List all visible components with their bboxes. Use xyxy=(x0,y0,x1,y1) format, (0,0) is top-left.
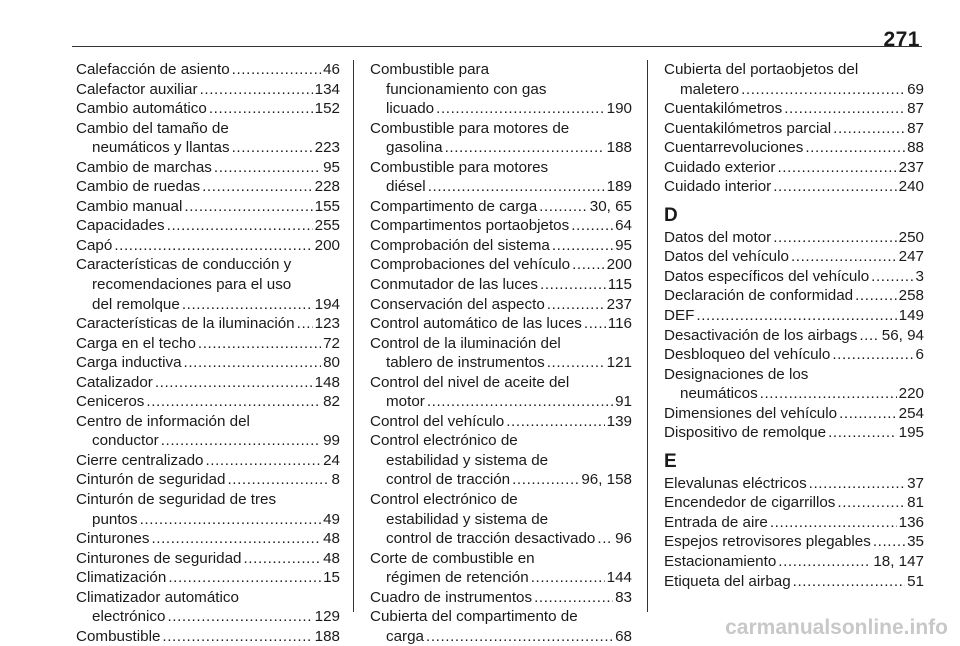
entry-text: Compartimentos portaobjetos xyxy=(370,217,570,235)
index-entry xyxy=(76,119,340,158)
index-entry xyxy=(76,392,340,412)
leader-dots xyxy=(162,627,312,646)
index-entry xyxy=(76,627,340,646)
page-reference: 6 xyxy=(915,346,924,364)
page-reference: 188 xyxy=(314,627,340,645)
page-reference: 46 xyxy=(323,61,340,78)
index-entry xyxy=(76,588,340,627)
index-column-3 xyxy=(664,60,924,591)
leader-dots xyxy=(547,295,605,315)
leader-dots xyxy=(871,267,913,287)
leader-dots xyxy=(182,295,313,315)
leader-dots xyxy=(696,306,896,326)
entry-text: Capó xyxy=(76,236,113,254)
page-reference: 223 xyxy=(314,139,340,157)
entry-text: maletero xyxy=(680,80,740,98)
index-entry xyxy=(664,474,924,494)
page-reference: 35 xyxy=(907,533,924,551)
entry-text: neumáticos xyxy=(680,385,758,403)
leader-dots xyxy=(777,158,896,178)
index-entry xyxy=(370,275,632,295)
entry-text: control de tracción xyxy=(386,471,511,489)
entry-text: Control electrónico de xyxy=(370,491,518,509)
leader-dots xyxy=(760,384,897,404)
leader-dots xyxy=(202,177,313,197)
page-reference: 195 xyxy=(898,424,924,442)
index-entry xyxy=(664,404,924,424)
entry-text: estabilidad y sistema de xyxy=(386,451,549,469)
page-reference: 254 xyxy=(898,404,924,422)
page-reference: 148 xyxy=(314,373,340,391)
entry-text: Cuidado exterior xyxy=(664,158,776,176)
index-entry xyxy=(370,119,632,158)
index-entry xyxy=(664,423,924,443)
leader-dots xyxy=(232,60,321,80)
entry-text: Control electrónico de xyxy=(370,432,518,450)
index-entry xyxy=(664,99,924,119)
entry-text: Elevalunas eléctricos xyxy=(664,474,807,492)
index-entry xyxy=(370,216,632,236)
index-entry xyxy=(76,549,340,569)
index-column-1 xyxy=(76,60,340,646)
entry-text: DEF xyxy=(664,307,695,325)
entry-text: Características de la iluminación xyxy=(76,315,295,333)
page-reference: 56, 94 xyxy=(881,326,924,344)
leader-dots xyxy=(426,627,613,646)
page-reference: 240 xyxy=(898,178,924,196)
leader-dots xyxy=(167,607,312,627)
page-reference: 116 xyxy=(607,315,632,333)
entry-text: puntos xyxy=(92,510,138,528)
entry-text: motor xyxy=(386,393,425,411)
leader-dots xyxy=(146,392,321,412)
leader-dots xyxy=(151,529,321,549)
index-entry xyxy=(664,532,924,552)
index-entry xyxy=(370,334,632,373)
entry-text: Datos específicos del vehículo xyxy=(664,267,870,285)
leader-dots xyxy=(506,412,604,432)
leader-dots xyxy=(445,138,605,158)
entry-text: Cambio de marchas xyxy=(76,158,212,176)
leader-dots xyxy=(837,493,905,513)
page-reference: 15 xyxy=(323,569,340,587)
index-entry xyxy=(76,412,340,451)
page-reference: 96 xyxy=(615,530,632,548)
entry-text: tablero de instrumentos xyxy=(386,354,545,372)
page-reference: 194 xyxy=(314,295,340,313)
entry-text: régimen de retención xyxy=(386,569,529,587)
index-entry xyxy=(664,493,924,513)
index-entry xyxy=(664,228,924,248)
index-entry xyxy=(370,314,632,334)
entry-text: Compartimento de carga xyxy=(370,197,538,215)
index-entry xyxy=(76,568,340,588)
entry-text: Cambio del tamaño de xyxy=(76,119,229,137)
page-reference: 18, 147 xyxy=(873,553,924,571)
leader-dots xyxy=(114,236,312,256)
index-entry xyxy=(76,314,340,334)
entry-text: Cubierta del compartimento de xyxy=(370,608,578,626)
leader-dots xyxy=(227,470,329,490)
index-entry xyxy=(370,431,632,490)
entry-text: Comprobaciones del vehículo xyxy=(370,256,571,274)
header-rule xyxy=(72,46,922,47)
page-reference: 149 xyxy=(898,307,924,325)
entry-text: Carga en el techo xyxy=(76,334,196,352)
leader-dots xyxy=(209,99,313,119)
page-reference: 220 xyxy=(898,385,924,403)
leader-dots xyxy=(572,255,605,275)
index-entry xyxy=(664,306,924,326)
index-entry xyxy=(664,247,924,267)
index-entry xyxy=(664,345,924,365)
leader-dots xyxy=(793,572,905,592)
entry-text: Cinturón de seguridad xyxy=(76,471,226,489)
index-entry xyxy=(664,138,924,158)
index-entry xyxy=(664,119,924,139)
leader-dots xyxy=(809,474,905,494)
page-reference: 200 xyxy=(314,236,340,254)
page-reference: 82 xyxy=(323,393,340,411)
index-entry xyxy=(76,490,340,529)
index-entry xyxy=(76,197,340,217)
entry-text: Ceniceros xyxy=(76,393,145,411)
leader-dots xyxy=(155,373,313,393)
leader-dots xyxy=(832,345,913,365)
page-reference: 139 xyxy=(606,412,632,430)
entry-text: Cuentakilómetros parcial xyxy=(664,119,832,137)
index-entry xyxy=(76,236,340,256)
entry-text: Carga inductiva xyxy=(76,354,182,372)
entry-text: Cuadro de instrumentos xyxy=(370,588,533,606)
index-entry xyxy=(76,99,340,119)
index-entry xyxy=(664,158,924,178)
index-entry xyxy=(76,334,340,354)
index-entry xyxy=(76,529,340,549)
entry-text: Declaración de conformidad xyxy=(664,287,854,305)
leader-dots xyxy=(161,431,321,451)
page-reference: 95 xyxy=(323,158,340,176)
leader-dots xyxy=(214,158,321,178)
page-reference: 83 xyxy=(615,588,632,606)
entry-text: Datos del motor xyxy=(664,228,772,246)
leader-dots xyxy=(839,404,897,424)
leader-dots xyxy=(773,228,896,248)
leader-dots xyxy=(243,549,321,569)
entry-text: diésel xyxy=(386,178,426,196)
entry-text: Centro de información del xyxy=(76,412,250,430)
entry-text: Cuidado interior xyxy=(664,178,772,196)
leader-dots xyxy=(297,314,313,334)
index-entry xyxy=(370,412,632,432)
leader-dots xyxy=(873,532,905,552)
entry-text: Cuentarrevoluciones xyxy=(664,139,804,157)
index-entry xyxy=(370,60,632,119)
page-reference: 115 xyxy=(607,276,632,294)
index-entry xyxy=(664,552,924,572)
page-reference: 87 xyxy=(907,119,924,137)
page-reference: 189 xyxy=(606,178,632,196)
page-reference: 64 xyxy=(615,217,632,235)
leader-dots xyxy=(205,451,321,471)
leader-dots xyxy=(584,314,606,334)
leader-dots xyxy=(741,80,905,100)
entry-text: Combustible para motores de xyxy=(370,119,570,137)
page-reference: 68 xyxy=(615,627,632,645)
entry-text: Cambio manual xyxy=(76,197,183,215)
page-reference: 51 xyxy=(907,572,924,590)
entry-text: estabilidad y sistema de xyxy=(386,510,549,528)
section-letter: D xyxy=(664,204,678,226)
leader-dots xyxy=(828,423,897,443)
page-reference: 8 xyxy=(331,471,340,489)
entry-text: Cambio automático xyxy=(76,100,207,118)
index-entry xyxy=(76,80,340,100)
index-entry xyxy=(664,267,924,287)
leader-dots xyxy=(552,236,613,256)
leader-dots xyxy=(547,353,605,373)
entry-text: licuado xyxy=(386,100,435,118)
index-entry xyxy=(664,365,924,404)
page-reference: 144 xyxy=(606,569,632,587)
index-entry xyxy=(76,177,340,197)
entry-text: Control del vehículo xyxy=(370,412,505,430)
page-reference: 188 xyxy=(606,139,632,157)
leader-dots xyxy=(184,197,312,217)
page-reference: 237 xyxy=(898,158,924,176)
page-reference: 200 xyxy=(606,256,632,274)
index-entry xyxy=(664,513,924,533)
page-reference: 99 xyxy=(323,432,340,450)
leader-dots xyxy=(428,177,605,197)
index-entry xyxy=(664,60,924,99)
entry-text: Conservación del aspecto xyxy=(370,295,545,313)
index-entry xyxy=(76,373,340,393)
entry-text: funcionamiento con gas xyxy=(386,80,547,98)
page-reference: 123 xyxy=(314,315,340,333)
column-divider xyxy=(647,60,648,612)
entry-text: Comprobación del sistema xyxy=(370,236,550,254)
entry-text: Dispositivo de remolque xyxy=(664,424,827,442)
index-entry xyxy=(370,588,632,608)
entry-text: Encendedor de cigarrillos xyxy=(664,494,836,512)
index-entry xyxy=(370,255,632,275)
index-entry xyxy=(76,451,340,471)
leader-dots xyxy=(512,470,579,490)
page-reference: 121 xyxy=(606,354,632,372)
section-letter: E xyxy=(664,450,677,472)
leader-dots xyxy=(773,177,896,197)
entry-text: Estacionamiento xyxy=(664,553,777,571)
page-reference: 96, 158 xyxy=(581,471,632,489)
entry-text: recomendaciones para el uso xyxy=(92,276,292,294)
index-entry xyxy=(370,295,632,315)
entry-text: Cinturón de seguridad de tres xyxy=(76,491,277,509)
page-reference: 152 xyxy=(314,100,340,118)
index-entry xyxy=(370,490,632,549)
entry-text: Climatización xyxy=(76,569,167,587)
leader-dots xyxy=(198,334,321,354)
page-reference: 129 xyxy=(314,608,340,626)
leader-dots xyxy=(436,99,605,119)
leader-dots xyxy=(539,197,588,217)
entry-text: del remolque xyxy=(92,295,180,313)
entry-text: Cuentakilómetros xyxy=(664,100,783,118)
page-reference: 190 xyxy=(606,100,632,118)
entry-text: Corte de combustible en xyxy=(370,549,535,567)
page-reference: 24 xyxy=(323,451,340,469)
index-entry xyxy=(664,177,924,197)
index-entry xyxy=(370,549,632,588)
entry-text: Datos del vehículo xyxy=(664,248,789,266)
page-reference: 255 xyxy=(314,217,340,235)
entry-text: Capacidades xyxy=(76,217,165,235)
entry-text: Calefacción de asiento xyxy=(76,61,230,78)
leader-dots xyxy=(531,568,605,588)
page-reference: 95 xyxy=(615,236,632,254)
column-divider xyxy=(353,60,354,612)
entry-text: Combustible para motores xyxy=(370,158,549,176)
page-reference: 258 xyxy=(898,287,924,305)
index-entry xyxy=(370,607,632,646)
entry-text: Espejos retrovisores plegables xyxy=(664,533,871,551)
page-reference: 88 xyxy=(907,139,924,157)
index-entry xyxy=(76,158,340,178)
entry-text: neumáticos y llantas xyxy=(92,139,230,157)
entry-text: Cubierta del portaobjetos del xyxy=(664,61,859,78)
leader-dots xyxy=(859,326,879,346)
leader-dots xyxy=(540,275,606,295)
index-entry xyxy=(664,326,924,346)
index-entry xyxy=(76,216,340,236)
index-column-2 xyxy=(370,60,632,646)
index-entry xyxy=(664,572,924,592)
entry-text: carga xyxy=(386,627,424,645)
index-entry xyxy=(76,60,340,80)
index-entry xyxy=(370,373,632,412)
leader-dots xyxy=(184,353,322,373)
leader-dots xyxy=(200,80,313,100)
entry-text: Conmutador de las luces xyxy=(370,276,538,294)
entry-text: Cinturones de seguridad xyxy=(76,549,242,567)
entry-text: Cierre centralizado xyxy=(76,451,204,469)
index-entry xyxy=(76,470,340,490)
leader-dots xyxy=(791,247,897,267)
page-reference: 136 xyxy=(898,513,924,531)
entry-text: Combustible xyxy=(76,627,161,645)
leader-dots xyxy=(534,588,613,608)
index-entry xyxy=(664,286,924,306)
leader-dots xyxy=(805,138,905,158)
page-reference: 49 xyxy=(323,510,340,528)
entry-text: Control de la iluminación del xyxy=(370,334,561,352)
entry-text: Climatizador automático xyxy=(76,588,239,606)
page-reference: 30, 65 xyxy=(589,197,632,215)
entry-text: Combustible para xyxy=(370,61,490,78)
entry-text: Desbloqueo del vehículo xyxy=(664,346,831,364)
entry-text: conductor xyxy=(92,432,159,450)
entry-text: Cambio de ruedas xyxy=(76,178,201,196)
page-reference: 80 xyxy=(323,354,340,372)
entry-text: control de tracción desactivado xyxy=(386,530,596,548)
entry-text: Etiqueta del airbag xyxy=(664,572,791,590)
page-reference: 87 xyxy=(907,100,924,118)
entry-text: electrónico xyxy=(92,608,166,626)
leader-dots xyxy=(855,286,897,306)
index-entry xyxy=(370,158,632,197)
page-reference: 48 xyxy=(323,549,340,567)
entry-text: Entrada de aire xyxy=(664,513,768,531)
index-entry xyxy=(76,353,340,373)
leader-dots xyxy=(167,216,313,236)
page-reference: 72 xyxy=(323,334,340,352)
index-entry xyxy=(76,255,340,314)
index-entry xyxy=(370,197,632,217)
entry-text: Desactivación de los airbags xyxy=(664,326,858,344)
page-reference: 48 xyxy=(323,530,340,548)
page-reference: 155 xyxy=(314,197,340,215)
page-reference: 69 xyxy=(907,80,924,98)
entry-text: Cinturones xyxy=(76,530,150,548)
entry-text: Designaciones de los xyxy=(664,365,809,383)
page-reference: 91 xyxy=(615,393,632,411)
page-reference: 228 xyxy=(314,178,340,196)
entry-text: Calefactor auxiliar xyxy=(76,80,198,98)
page-reference: 250 xyxy=(898,228,924,246)
index-entry xyxy=(370,236,632,256)
page-reference: 81 xyxy=(907,494,924,512)
page-reference: 37 xyxy=(907,474,924,492)
page-reference: 3 xyxy=(915,267,924,285)
leader-dots xyxy=(427,392,613,412)
leader-dots xyxy=(784,99,905,119)
page-number: 271 xyxy=(883,28,920,51)
leader-dots xyxy=(168,568,321,588)
entry-text: gasolina xyxy=(386,139,443,157)
leader-dots xyxy=(140,510,321,530)
entry-text: Características de conducción y xyxy=(76,256,292,274)
watermark: carmanualsonline.info xyxy=(725,616,948,639)
entry-text: Control del nivel de aceite del xyxy=(370,373,570,391)
leader-dots xyxy=(232,138,313,158)
entry-text: Dimensiones del vehículo xyxy=(664,404,838,422)
leader-dots xyxy=(833,119,905,139)
entry-text: Catalizador xyxy=(76,373,153,391)
page-reference: 237 xyxy=(606,295,632,313)
entry-text: Control automático de las luces xyxy=(370,315,582,333)
leader-dots xyxy=(571,216,613,236)
page-reference: 247 xyxy=(898,248,924,266)
leader-dots xyxy=(778,552,871,572)
leader-dots xyxy=(770,513,897,533)
leader-dots xyxy=(597,529,613,549)
page-reference: 134 xyxy=(314,80,340,98)
